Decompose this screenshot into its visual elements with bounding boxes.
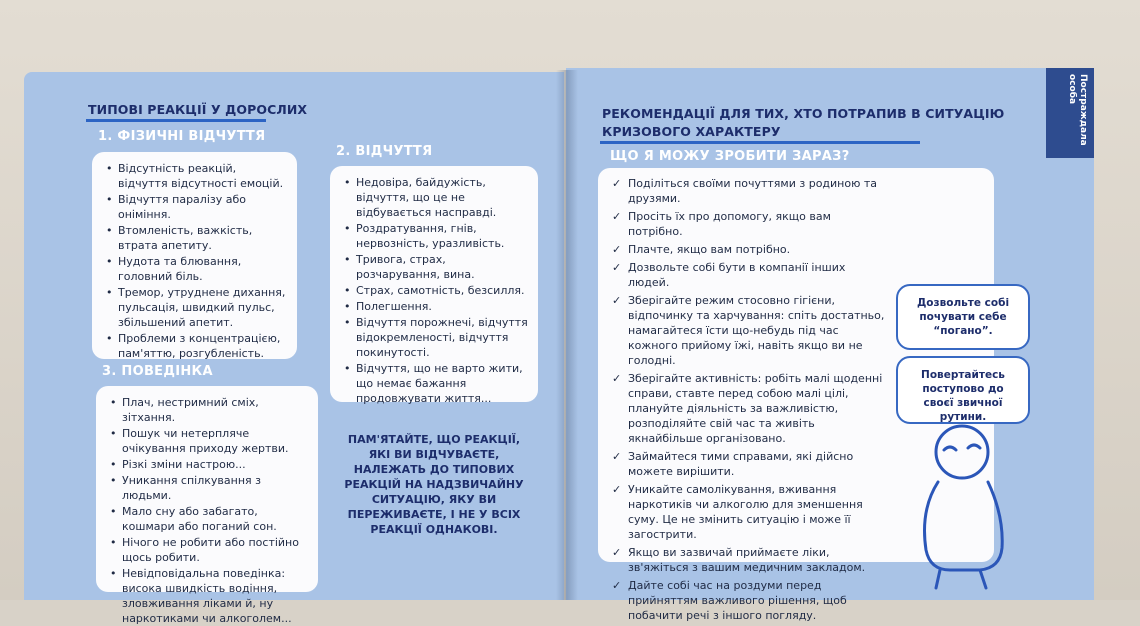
list-item: • Уникання спілкування з людьми. (110, 473, 308, 503)
section-title-behavior: 3. ПОВЕДІНКА (102, 364, 213, 379)
physical-card (92, 152, 297, 359)
book-gutter (556, 70, 578, 600)
list-item: ✓ Поділіться своїми почуттями з родиною та друзями. (614, 176, 886, 206)
leg-right (980, 570, 986, 588)
behavior-card (96, 386, 318, 625)
list-item: ✓ Якщо ви зазвичай приймаєте ліки, зв'яжіться з вашим медичним закладом. (614, 545, 886, 575)
list-item: ✓ Дайте собі час на роздуми перед прийняттям важливого рішення, щоб побачити речі з іншого погляду. (614, 578, 886, 623)
section-title-feelings: 2. ВІДЧУТТЯ (336, 144, 433, 159)
list-item: ✓ Плачте, якщо вам потрібно. (614, 242, 886, 257)
list-item: ✓ Зберігайте активність: робіть малі щоденні справи, ставте перед собою малі цілі, плануйте діяльність за важливістю, розподіляйте свій час та живіть якнайбільше організовано. (614, 371, 886, 446)
left-page-title: ТИПОВІ РЕАКЦІЇ У ДОРОСЛИХ (88, 102, 308, 117)
eye-right (968, 445, 980, 448)
list-item: • Мало сну або забагато, кошмари або поганий сон. (110, 504, 308, 534)
side-card-routine: Повертайтесь поступово до своєї звичної рутини. (896, 356, 1030, 424)
head-outline (936, 426, 988, 478)
list-item: • Роздратування, гнів, нервозність, уразливість. (344, 221, 528, 251)
list-item: • Відсутність реакцій, відчуття відсутності емоцій. (106, 161, 287, 191)
list-item: • Нудота та блювання, головний біль. (106, 254, 287, 284)
feelings-card (330, 166, 538, 405)
right-page-title-line2: КРИЗОВОГО ХАРАКТЕРУ (602, 124, 781, 139)
left-title-underline (86, 119, 266, 122)
list-item: • Полегшення. (344, 299, 528, 314)
list-item: ✓ Дозвольте собі бути в компанії інших людей. (614, 260, 886, 290)
list-item: • Нічого не робити або постійно щось робити. (110, 535, 308, 565)
list-item: • Невідповідальна поведінка: висока швидкість водіння, зловживання ліками й, ну наркотиками чи алкоголем... (110, 566, 308, 626)
list-item: • Втомленість, важкість, втрата апетиту. (106, 223, 287, 253)
right-subtitle: ЩО Я МОЖУ ЗРОБИТИ ЗАРАЗ? (610, 149, 850, 164)
list-item: • Відчуття паралізу або оніміння. (106, 192, 287, 222)
right-page-title-line1: РЕКОМЕНДАЦІЇ ДЛЯ ТИХ, ХТО ПОТРАПИВ В СИТУАЦІЮ (602, 106, 1005, 121)
list-item: ✓ Займайтеся тими справами, які дійсно можете вирішити. (614, 449, 886, 479)
list-item: • Відчуття порожнечі, відчуття відокремленості, відчуття покинутості. (344, 315, 528, 360)
list-item: ✓ Просіть їх про допомогу, якщо вам потрібно. (614, 209, 886, 239)
list-item: • Проблеми з концентрацією, пам'яттю, розгубленість. (106, 331, 287, 361)
list-item: ✓ Зберігайте режим стосовно гігієни, відпочинку та харчування: спіть достатньо, намагайтеся їсти що-небудь під час кожного прийому їжі, навіть якщо ви не голодні. (614, 293, 886, 368)
right-title-underline (600, 141, 920, 144)
list-item: • Плач, нестримний сміх, зітхання. (110, 395, 308, 425)
side-tab-label: Постраждала особа (1067, 74, 1088, 146)
side-card-permission: Дозвольте собі почувати себе “погано”. (896, 284, 1030, 350)
notice-text: ПАМ'ЯТАЙТЕ, ЩО РЕАКЦІЇ, ЯКІ ВИ ВІДЧУВАЄТЕ, НАЛЕЖАТЬ ДО ТИПОВИХ РЕАКЦІЙ НА НАДЗВИЧАЙНУ СИТУАЦІЮ, ЯКУ ВИ ПЕРЕЖИВАЄТЕ, І НЕ У ВСІХ РЕАКЦІЇ ОДНАКОВІ. (344, 433, 524, 536)
person-illustration (910, 420, 1030, 590)
list-item: • Тривога, страх, розчарування, вина. (344, 252, 528, 282)
section-title-physical: 1. ФІЗИЧНІ ВІДЧУТТЯ (98, 129, 266, 144)
list-item: • Недовіра, байдужість, відчуття, що це не відбувається насправді. (344, 175, 528, 220)
eye-left (944, 447, 956, 450)
list-item: ✓ Уникайте самолікування, вживання наркотиків чи алкоголю для зменшення суму. Це не змінить ситуацію і може її загострити. (614, 482, 886, 542)
list-item: • Страх, самотність, безсилля. (344, 283, 528, 298)
list-item: • Різкі зміни настрою... (110, 457, 308, 472)
list-item: • Відчуття, що не варто жити, що немає бажання продовжувати життя... (344, 361, 528, 406)
list-item: • Тремор, утруднене дихання, пульсація, швидкий пульс, збільшений апетит. (106, 285, 287, 330)
leg-left (936, 570, 940, 588)
body-outline (925, 482, 1003, 570)
list-item: • Пошук чи нетерпляче очікування приходу жертви. (110, 426, 308, 456)
